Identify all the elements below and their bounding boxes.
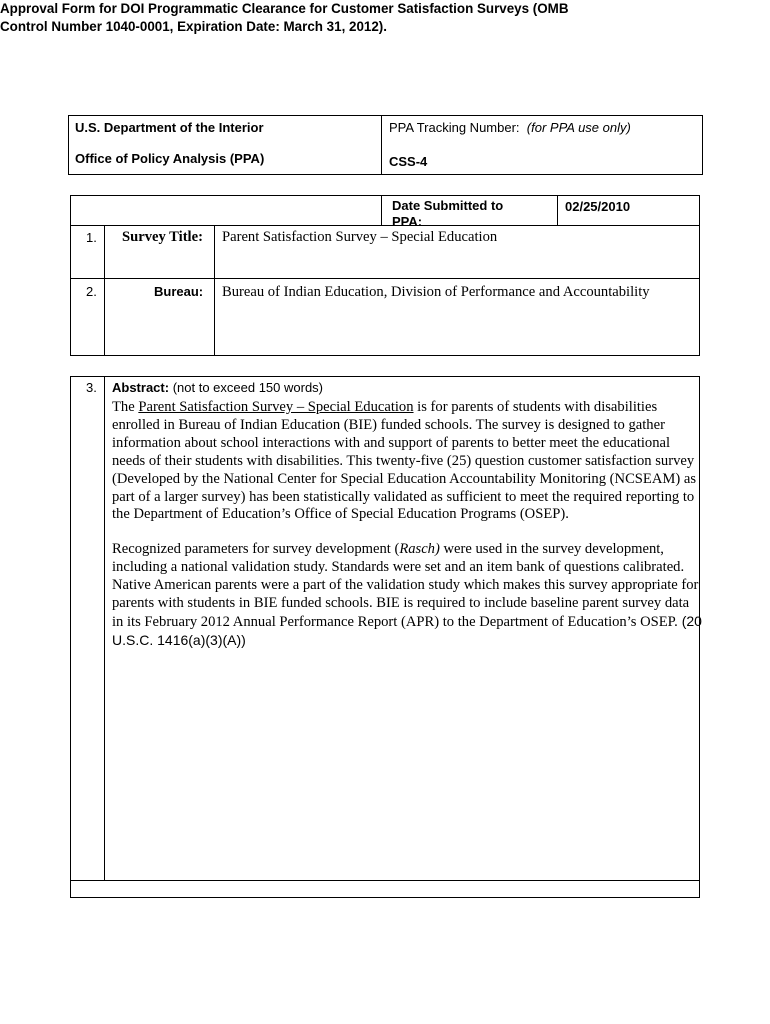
survey-title-label: Survey Title: (122, 229, 203, 245)
abstract-paragraph-1: The Parent Satisfaction Survey – Special Education is for parents of students with disabilities enrolled in Bureau of Indian Education (BIE) funded schools. The survey is designed to gather information about school interactions with and support of parents to better meet the educational needs of their students with disabilities. This twenty-five (25) question customer satisfaction survey (Developed by the National Center for Special Education Accountability Monitoring (NCSEAM) as part of a larger survey) has been statistically validated as sufficient to meet the required reporting to the Department of Education’s Office of Special Education Programs (OSEP). (112, 399, 697, 523)
date-submitted-label: Date Submitted to PPA: (392, 198, 504, 225)
form-title (0, 0, 640, 36)
department-name: U.S. Department of the Interior (75, 120, 264, 135)
abstract-word-limit-note: (not to exceed 150 words) (172, 380, 324, 395)
bureau-label: Bureau: (154, 284, 204, 299)
tracking-number-value: CSS-4 (389, 154, 428, 169)
abstract-paragraph-2: Recognized parameters for survey development (Rasch) were used in the survey development, including a national validation study. Standards were set and an item bank of questions calibrated. Native American parents were a part of the validation study which makes this survey appropriate for parents with students in BIE funded schools. BIE is required to include baseline parent survey data in its February 2012 Annual Performance Report (APR) to the Department of Education’s OSEP. (20 U.S.C. 1416(a)(3)(A)) (112, 541, 702, 648)
survey-name-underlined: Parent Satisfaction Survey – Special Education (138, 399, 414, 415)
rasch-term: Rasch) (399, 541, 440, 558)
tracking-number-label: PPA Tracking Number: (389, 120, 520, 135)
form-title-line-2: Control Number 1040-0001, Expiration Date: March 31, 2012). (0, 19, 387, 34)
bureau-value: Bureau of Indian Education, Division of Performance and Accountability (222, 284, 650, 300)
tracking-number-note: (for PPA use only) (526, 120, 631, 135)
abstract-text (112, 399, 702, 651)
form-title-line-1: Approval Form for DOI Programmatic Clearance for Customer Satisfaction Surveys (OMB (0, 1, 569, 16)
legal-citation: (20 U.S.C. 1416(a)(3)(A)) (112, 612, 702, 648)
date-submitted-value: 02/25/2010 (565, 199, 631, 214)
row-number: 3. (86, 380, 97, 395)
row-number: 2. (86, 284, 97, 299)
abstract-heading (112, 380, 323, 395)
tracking-number-field (389, 120, 631, 135)
abstract-label: Abstract: (112, 380, 170, 395)
survey-title-value: Parent Satisfaction Survey – Special Education (222, 229, 498, 245)
office-name: Office of Policy Analysis (PPA) (75, 151, 265, 166)
row-number: 1. (86, 230, 97, 245)
